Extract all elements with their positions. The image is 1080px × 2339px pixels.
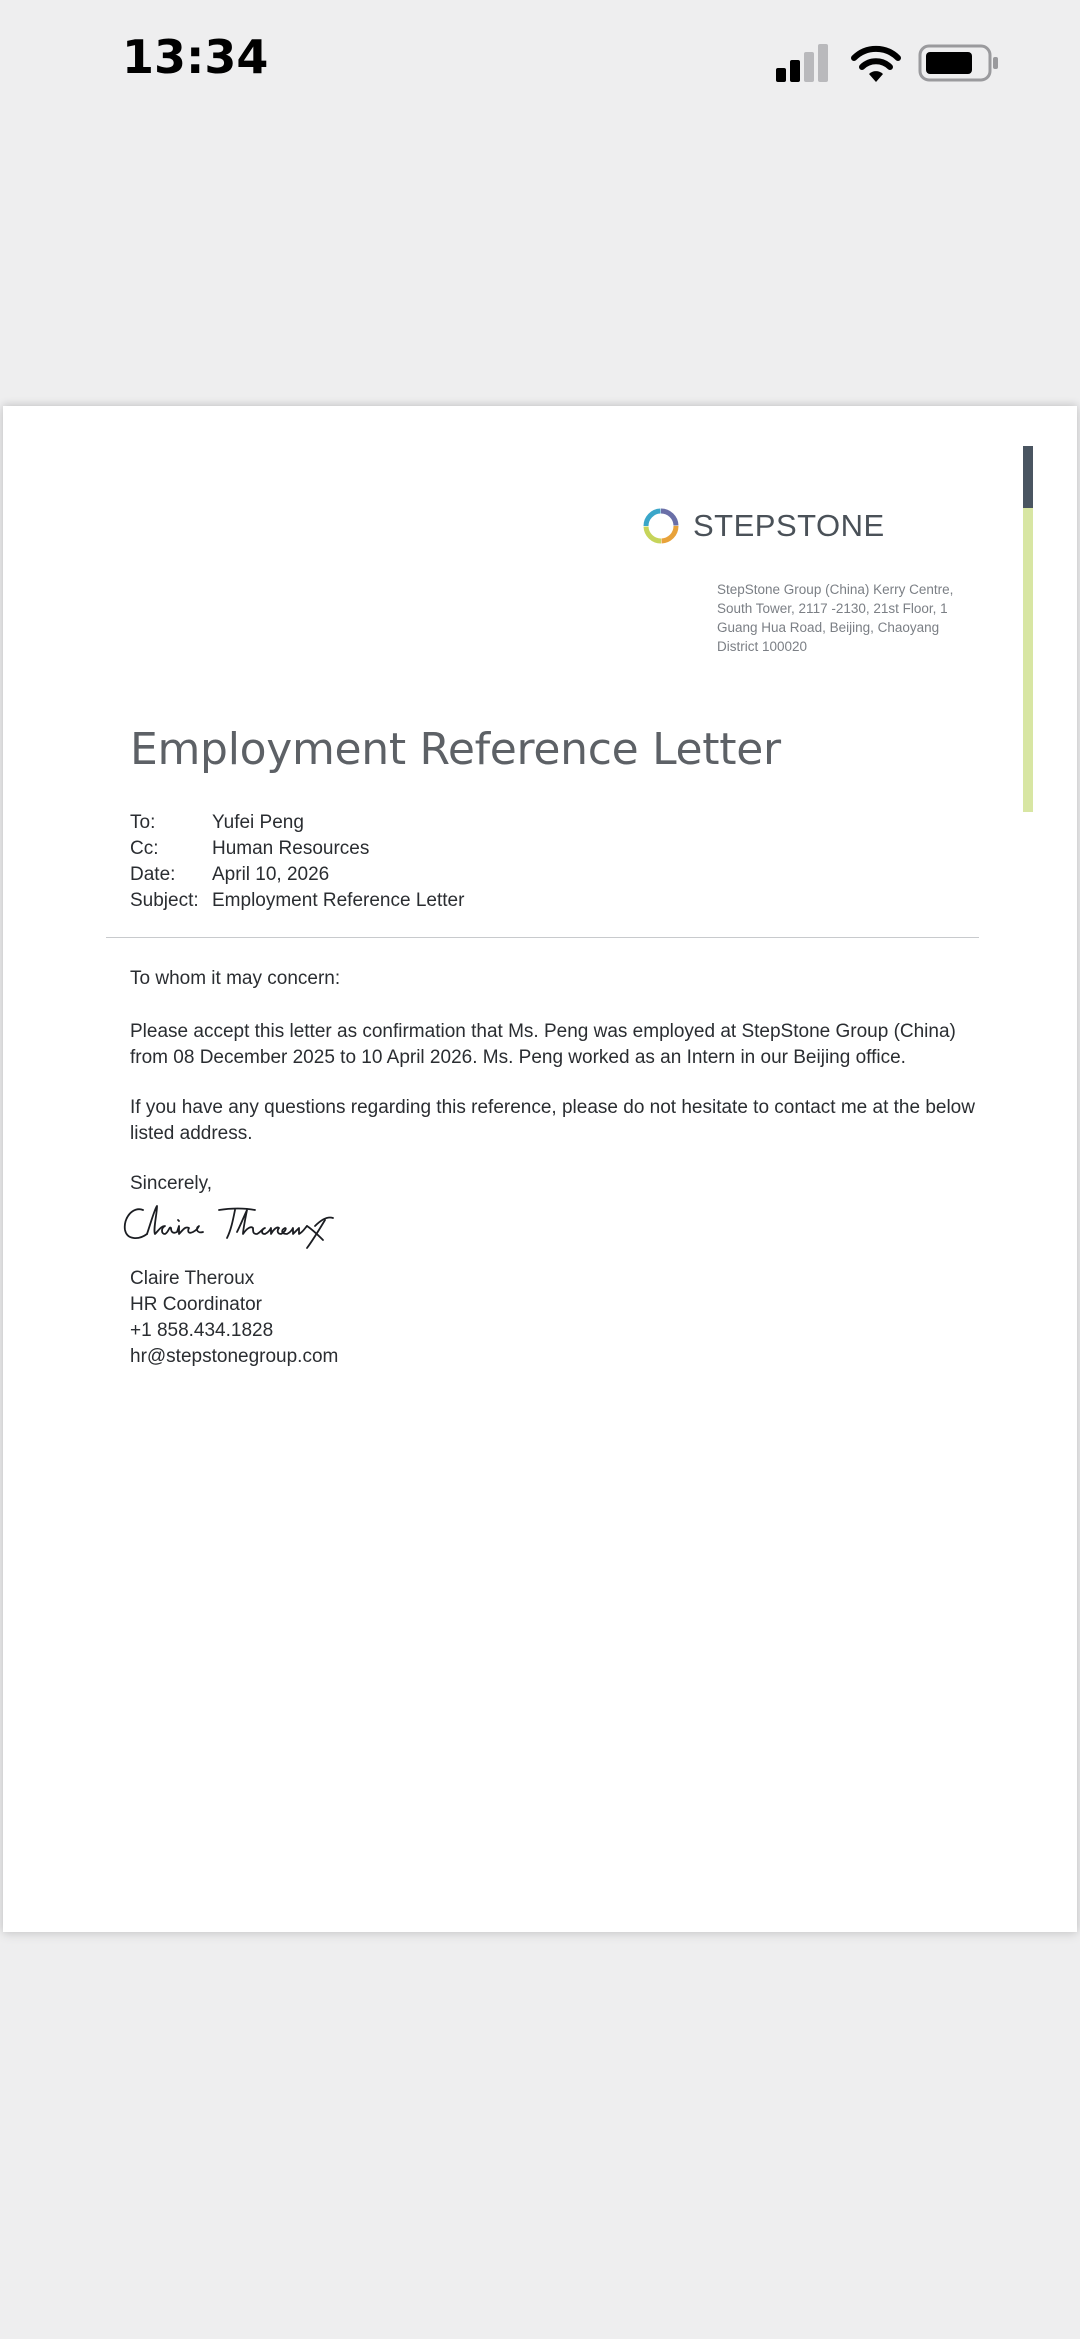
field-date bbox=[130, 862, 464, 888]
field-label: To: bbox=[130, 812, 156, 833]
divider bbox=[106, 937, 979, 938]
signer-name: Claire Theroux bbox=[130, 1268, 255, 1289]
header-fields bbox=[130, 810, 464, 914]
field-label: Date: bbox=[130, 864, 176, 885]
field-value: Yufei Peng bbox=[212, 812, 304, 833]
document-page[interactable] bbox=[3, 406, 1077, 1932]
signer-email: hr@stepstonegroup.com bbox=[130, 1346, 339, 1367]
battery-icon bbox=[918, 44, 1002, 82]
field-label: Cc: bbox=[130, 838, 159, 859]
handwritten-signature bbox=[121, 1200, 341, 1252]
status-bar bbox=[0, 0, 1080, 130]
field-value: April 10, 2026 bbox=[212, 864, 330, 885]
logo-text: STEPSTONE bbox=[693, 508, 885, 543]
accent-bar-green bbox=[1023, 508, 1033, 812]
field-cc bbox=[130, 836, 464, 862]
salutation: To whom it may concern: bbox=[130, 968, 341, 989]
closing: Sincerely, bbox=[130, 1173, 213, 1194]
body-paragraph-2: If you have any questions regarding this reference, please do not hesitate to contact me at the below listed address. bbox=[130, 1097, 975, 1144]
stepstone-logo-icon bbox=[639, 504, 683, 548]
field-label: Subject: bbox=[130, 890, 199, 911]
signer-title: HR Coordinator bbox=[130, 1294, 262, 1315]
field-value: Employment Reference Letter bbox=[212, 890, 465, 911]
cellular-signal-icon bbox=[776, 44, 834, 82]
company-logo bbox=[639, 504, 885, 548]
wifi-icon bbox=[850, 44, 902, 82]
field-subject bbox=[130, 888, 464, 914]
letter-title: Employment Reference Letter bbox=[130, 724, 781, 775]
company-address: StepStone Group (China) Kerry Centre, South Tower, 2117 -2130, 21st Floor, 1 Guang Hua Road, Beijing, Chaoyang District 100020 bbox=[717, 582, 954, 654]
field-value: Human Resources bbox=[212, 838, 370, 859]
body-paragraph-1: Please accept this letter as confirmation that Ms. Peng was employed at StepStone Group (China) from 08 December 2025 to 10 April 2026. Ms. Peng worked as an Intern in our Beijing office. bbox=[130, 1021, 956, 1068]
status-time: 13:34 bbox=[122, 30, 269, 84]
accent-bar-dark bbox=[1023, 446, 1033, 508]
signature-block bbox=[130, 1266, 338, 1370]
field-to bbox=[130, 810, 464, 836]
letter-body bbox=[130, 966, 980, 1215]
signer-phone: +1 858.434.1828 bbox=[130, 1320, 274, 1341]
